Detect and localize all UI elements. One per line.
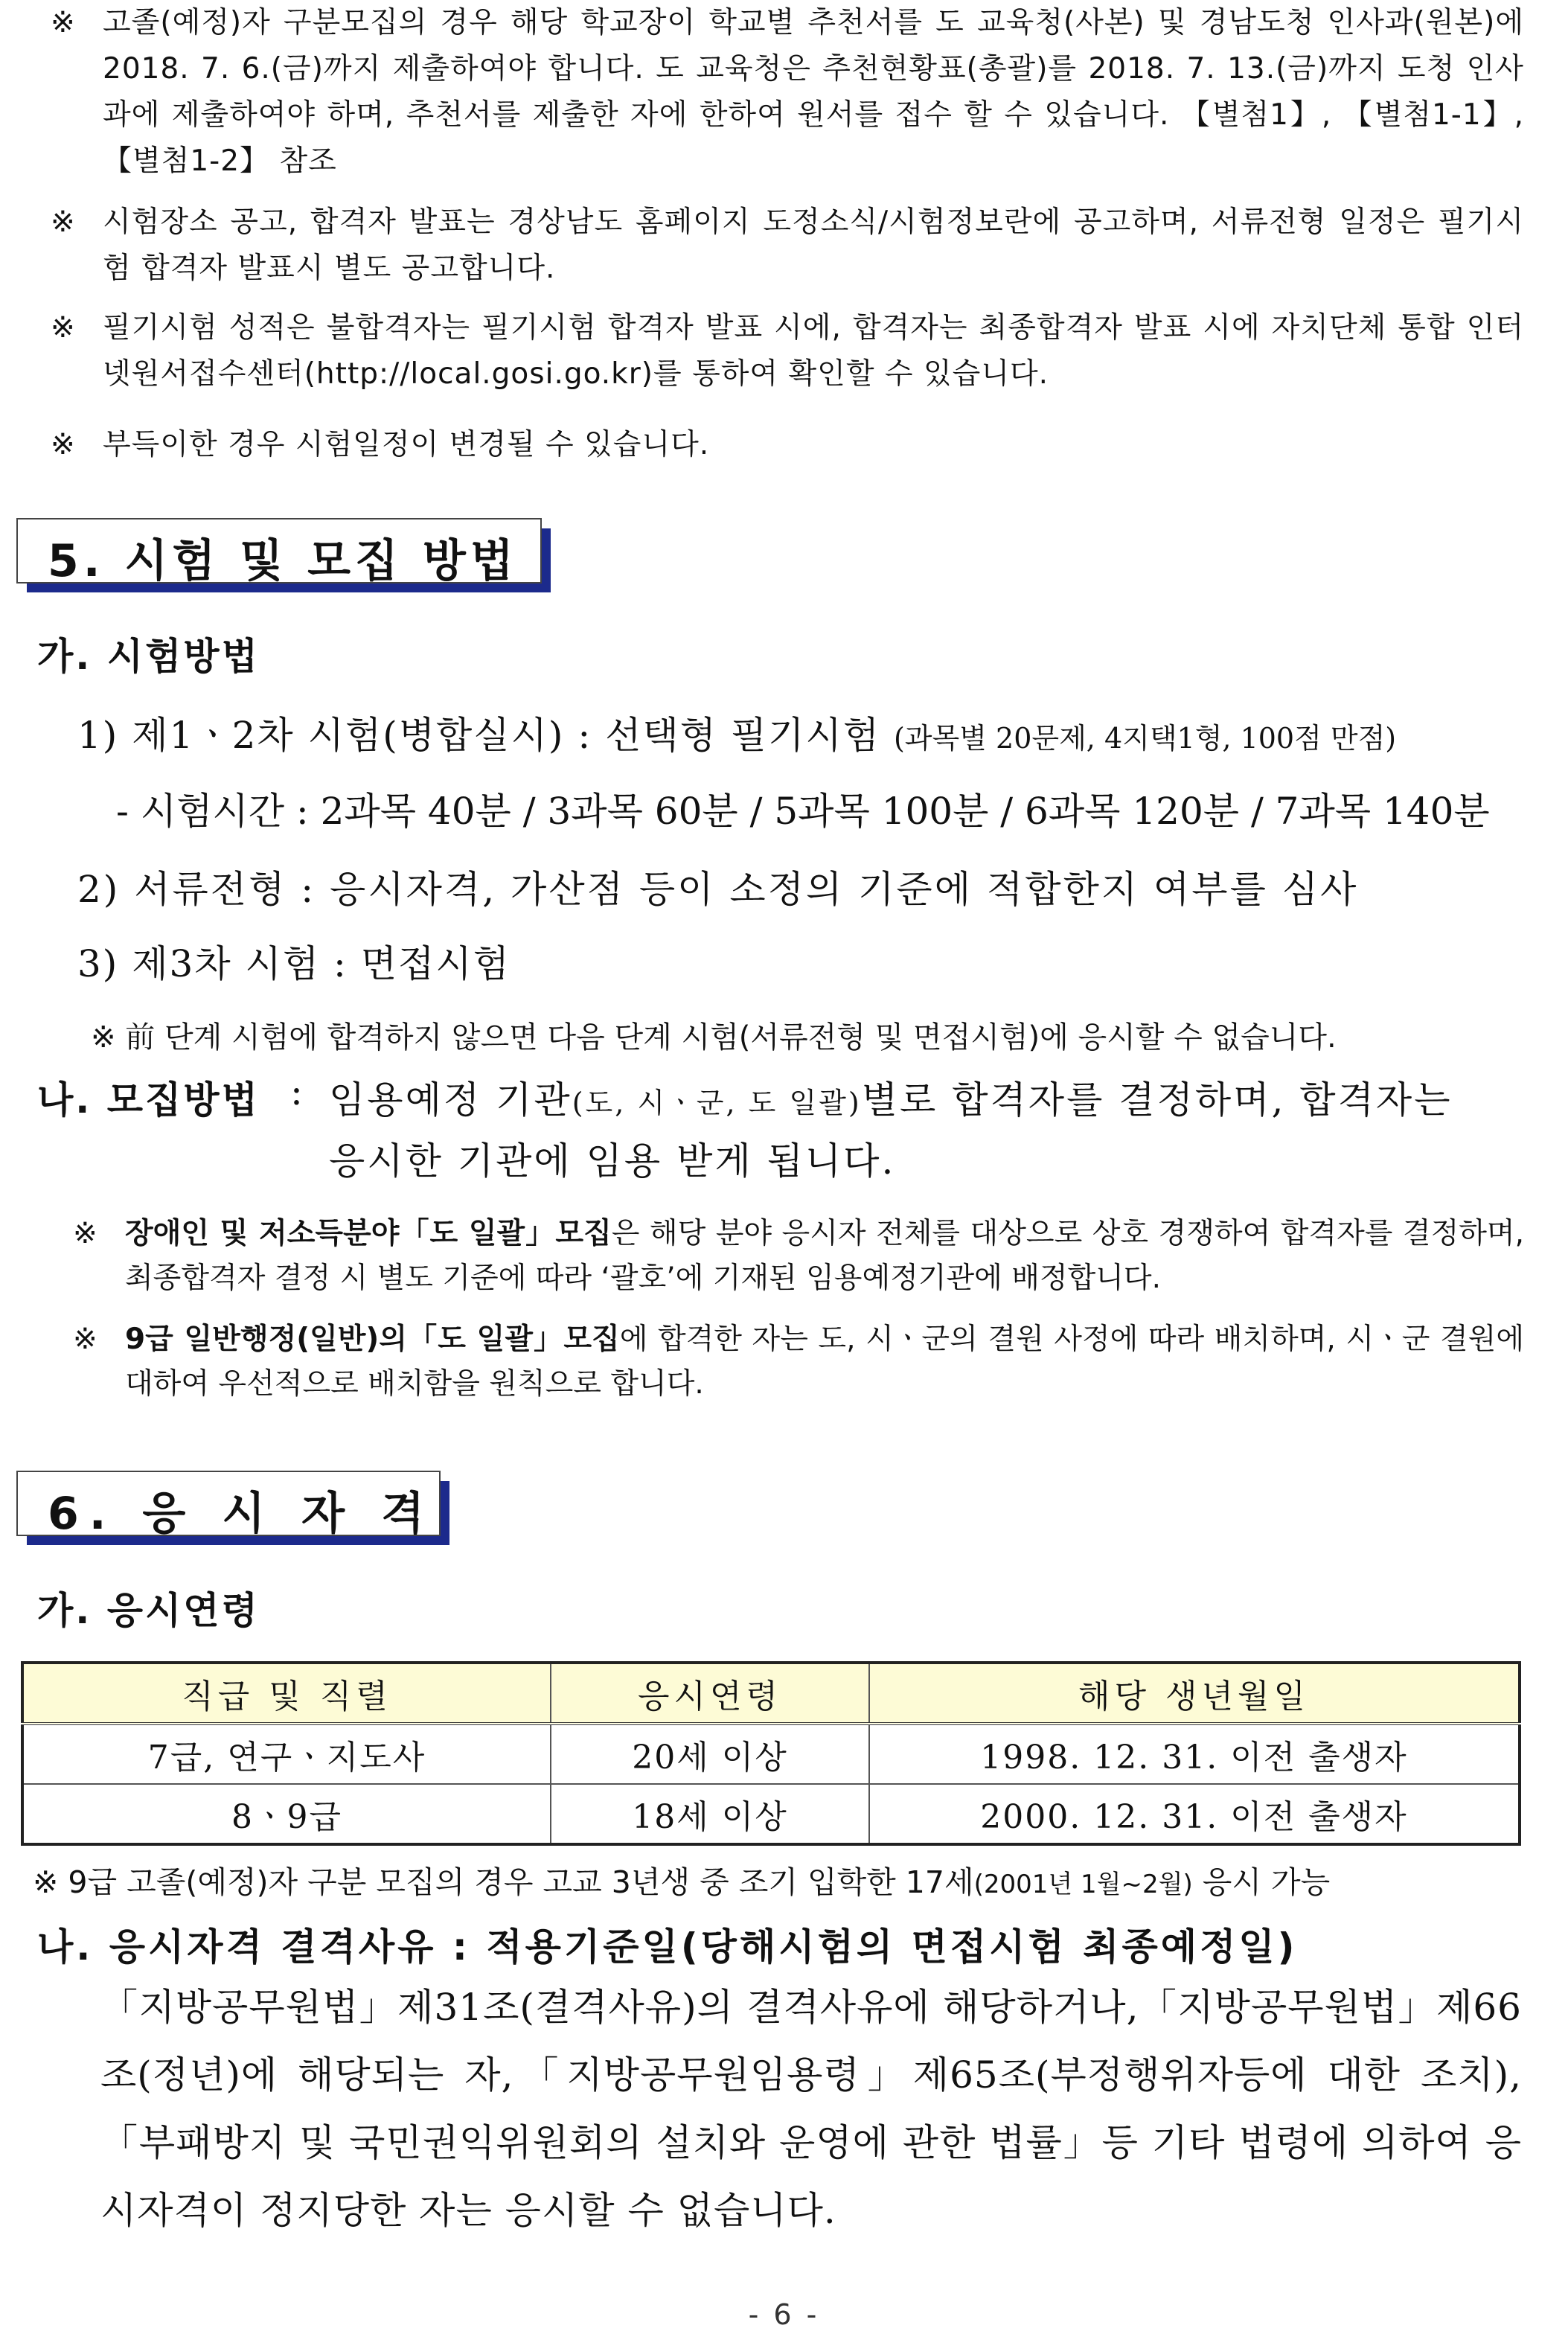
table-cell: 18세 이상 [551,1784,869,1844]
note-mark: ※ [51,428,76,461]
recruit-method-line2: 응시한 기관에 임용 받게 됩니다. [329,1139,896,1183]
note-text: 필기시험 성적은 불합격자는 필기시험 합격자 발표 시에, 합격자는 최종합격자 발표 시에 자치단체 통합 인터넷원서접수센터(http://local.gosi.go.kr)를 통하여 확인할 수 있습니다. [103,311,1524,391]
note-score-check [51,305,1524,397]
table-row [22,1784,1520,1844]
note-text [73,1317,1524,1407]
page-number: - 6 - [748,2298,820,2331]
note-bold: 9급 일반행정(일반)의「도 일괄」모집 [125,1323,620,1356]
note-mark: ※ [51,311,76,345]
recruit-method-label: 나. 모집방법 [37,1078,260,1122]
disqualification-heading: 나. 응시자격 결격사유 : 적용기준일(당해시험의 면접시험 최종예정일) [37,1925,1298,1969]
section-5-title: 5. 시험 및 모집 방법 [48,535,518,587]
table-row [22,1724,1520,1784]
note-rest: 에 합격한 자는 도, 시ㆍ군의 결원 사정에 따라 배치하며, 시ㆍ군 결원에 대하여 우선적으로 배치함을 원칙으로 합니다. [125,1323,1524,1401]
recruit-line1-small: (도, 시ㆍ군, 도 일괄) [572,1087,862,1119]
note-mark: ※ [51,6,76,39]
table-cell: 7급, 연구ㆍ지도사 [22,1724,551,1784]
exam-item-3: 3) 제3차 시험 : 면접시험 [77,942,511,985]
exam-item-1-detail: (과목별 20문제, 4지택1형, 100점 만점) [893,722,1397,755]
recruit-method-line1 [329,1070,1453,1124]
disqualification-text: 「지방공무원법」제31조(결격사유)의 결격사유에 해당하거나,「지방공무원법」제66조(정년)에 해당되는 자,「지방공무원임용령」제65조(부정행위자등에 대한 조치),「부패방지 및 국민권익위원회의 설치와 운영에 관한 법률」등 기타 법령에 의하여 응시자격이 정지당한 자는 응시할 수 없습니다. [100,1986,1522,2232]
table-header-cell: 해당 생년월일 [869,1663,1520,1724]
note-text: 시험장소 공고, 합격자 발표는 경상남도 홈페이지 도정소식/시험정보란에 공고하며, 서류전형 일정은 필기시험 합격자 발표시 별도 공고합니다. [103,205,1524,285]
exam-stage-note: ※ 前 단계 시험에 합격하지 않으면 다음 단계 시험(서류전형 및 면접시험)에 응시할 수 없습니다. [91,1020,1337,1055]
note-mark: ※ [73,1217,97,1250]
age-heading: 가. 응시연령 [37,1589,260,1632]
recruit-line1-pre: 임용예정 기관 [329,1078,572,1122]
note-mark: ※ [51,205,76,239]
note-text [73,1212,1524,1301]
note-text: 고졸(예정)자 구분모집의 경우 해당 학교장이 학교별 추천서를 도 교육청(사본) 및 경남도청 인사과(원본)에 2018. 7. 6.(금)까지 제출하여야 합니다. 도 교육청은 추천현황표(총괄)를 2018. 7. 13.(금)까지 도청 인사과에 제출하여야 하며, 추천서를 제출한 자에 한하여 원서를 접수 할 수 있습니다. 【별첨1】, 【별첨1-1】, 【별첨1-2】 참조 [103,6,1524,178]
age-note-small: (2001년 1월~2월) [973,1870,1193,1899]
note-text: 부득이한 경우 시험일정이 변경될 수 있습니다. [103,428,710,461]
age-table [21,1661,1521,1846]
note-rest: 은 해당 분야 응시자 전체를 대상으로 상호 경쟁하여 합격자를 결정하며, 최종합격자 결정 시 별도 기준에 따라 ‘괄호’에 기재된 임용예정기관에 배정합니다. [125,1217,1524,1295]
section-6-heading [16,1471,449,1545]
exam-method-heading: 가. 시험방법 [37,635,260,678]
age-table-note [33,1858,1330,1902]
note-schedule-change [51,422,1524,468]
table-cell: 2000. 12. 31. 이전 출생자 [869,1784,1520,1844]
table-cell: 20세 이상 [551,1724,869,1784]
exam-time: - 시험시간 : 2과목 40분 / 3과목 60분 / 5과목 100분 / 6과목 120분 / 7과목 140분 [116,790,1490,833]
table-cell: 1998. 12. 31. 이전 출생자 [869,1724,1520,1784]
recruit-line1-post: 별로 합격자를 결정하며, 합격자는 [861,1078,1453,1122]
exam-item-1-text: 1) 제1ㆍ2차 시험(병합실시) : 선택형 필기시험 [77,714,881,757]
table-header-cell: 응시연령 [551,1663,869,1724]
exam-item-2: 2) 서류전형 : 응시자격, 가산점 등이 소정의 기준에 적합한지 여부를 심사 [77,868,1359,911]
table-header-cell: 직급 및 직렬 [22,1663,551,1724]
table-header-row [22,1663,1520,1724]
age-note-pre: ※ 9급 고졸(예정)자 구분 모집의 경우 고교 3년생 중 조기 입학한 17세 [33,1864,974,1900]
age-note-post: 응시 가능 [1192,1864,1331,1900]
recruit-method-colon: : [290,1070,303,1113]
exam-item-1 [77,706,1396,759]
section-6-title: 6. 응 시 자 격 [48,1488,435,1540]
note-disabled-recruit [73,1212,1524,1301]
note-recommendation [51,0,1524,185]
note-announcement [51,199,1524,292]
note-mark: ※ [73,1323,97,1356]
section-5-heading [16,518,551,592]
table-cell: 8ㆍ9급 [22,1784,551,1844]
note-bold: 장애인 및 저소득분야「도 일괄」모집 [125,1217,612,1250]
note-general-admin [73,1317,1524,1407]
